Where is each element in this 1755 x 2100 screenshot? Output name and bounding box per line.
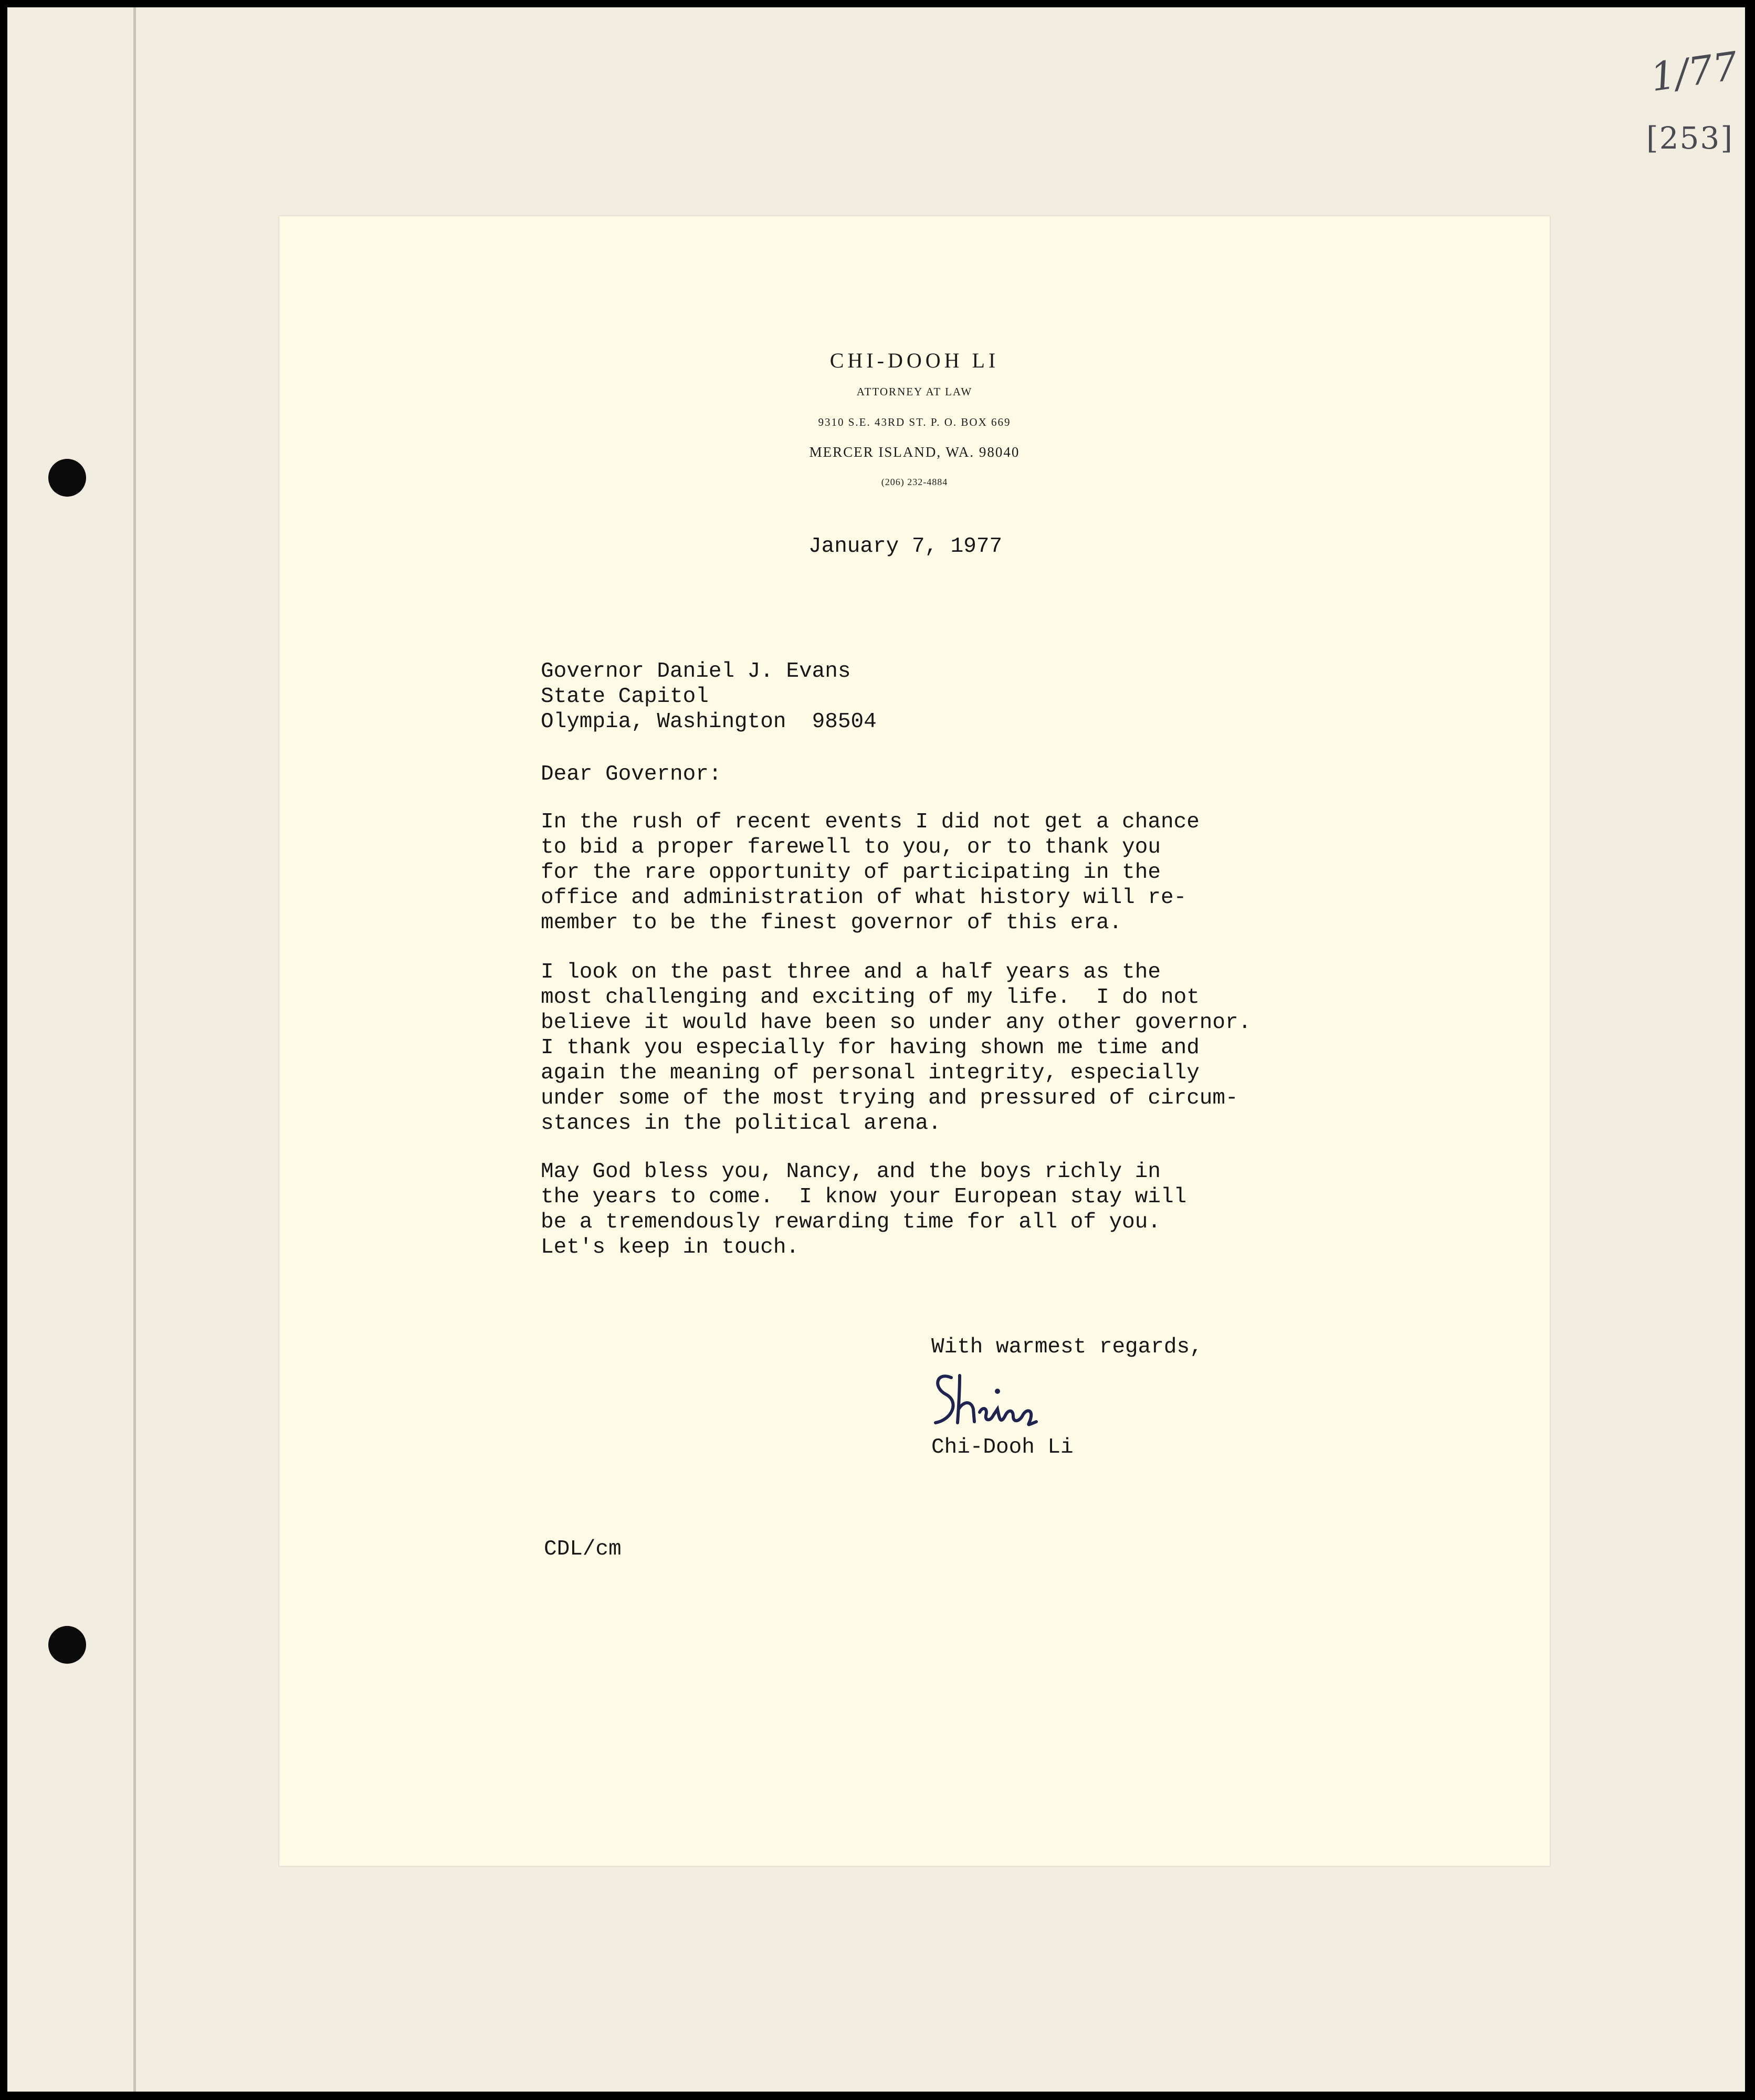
recipient-address xyxy=(541,659,877,734)
binding-line xyxy=(133,7,136,2092)
reference-initials: CDL/cm xyxy=(544,1537,622,1561)
body-paragraph-3: May God bless you, Nancy, and the boys richly in the years to come. I know your European stay will be a tremendously rewarding time for all of you. Let's keep in touch. xyxy=(541,1160,1187,1259)
punch-hole-top xyxy=(48,459,86,497)
letter-sheet xyxy=(279,216,1550,1866)
body-paragraph-2: I look on the past three and a half years as the most challenging and exciting of my life. I do not believe it would have been so under any other governor. I thank you especially for having shown me time and again the meaning of personal integrity, especially under some of the most trying and pressured of circum- stances in the political arena. xyxy=(541,960,1252,1136)
body-paragraph-1: In the rush of recent events I did not get a chance to bid a proper farewell to you, or to thank you for the rare opportunity of participating in the office and administration of what history will re- member to be the finest governor of this era. xyxy=(541,810,1200,935)
handwritten-date-annotation: 1/77 xyxy=(1647,43,1741,101)
salutation: Dear Governor: xyxy=(541,762,722,786)
letter-date: January 7, 1977 xyxy=(808,534,1003,559)
letterhead xyxy=(279,345,1550,497)
letterhead-street: 9310 S.E. 43RD ST. P. O. BOX 669 xyxy=(818,416,1011,428)
closing: With warmest regards, xyxy=(931,1335,1203,1359)
recipient-line-2: State Capitol xyxy=(541,685,709,709)
letterhead-phone: (206) 232-4884 xyxy=(881,477,948,487)
recipient-line-1: Governor Daniel J. Evans xyxy=(541,659,851,684)
handwritten-item-number: [253] xyxy=(1646,120,1733,156)
album-mount-page xyxy=(7,7,1745,2092)
letterhead-city: MERCER ISLAND, WA. 98040 xyxy=(809,444,1020,460)
punch-hole-bottom xyxy=(48,1626,86,1664)
recipient-line-3: Olympia, Washington 98504 xyxy=(541,710,877,734)
letterhead-title: ATTORNEY AT LAW xyxy=(856,385,973,398)
signer-name: Chi-Dooh Li xyxy=(931,1435,1074,1460)
letterhead-name: CHI-DOOH LI xyxy=(829,349,1000,372)
